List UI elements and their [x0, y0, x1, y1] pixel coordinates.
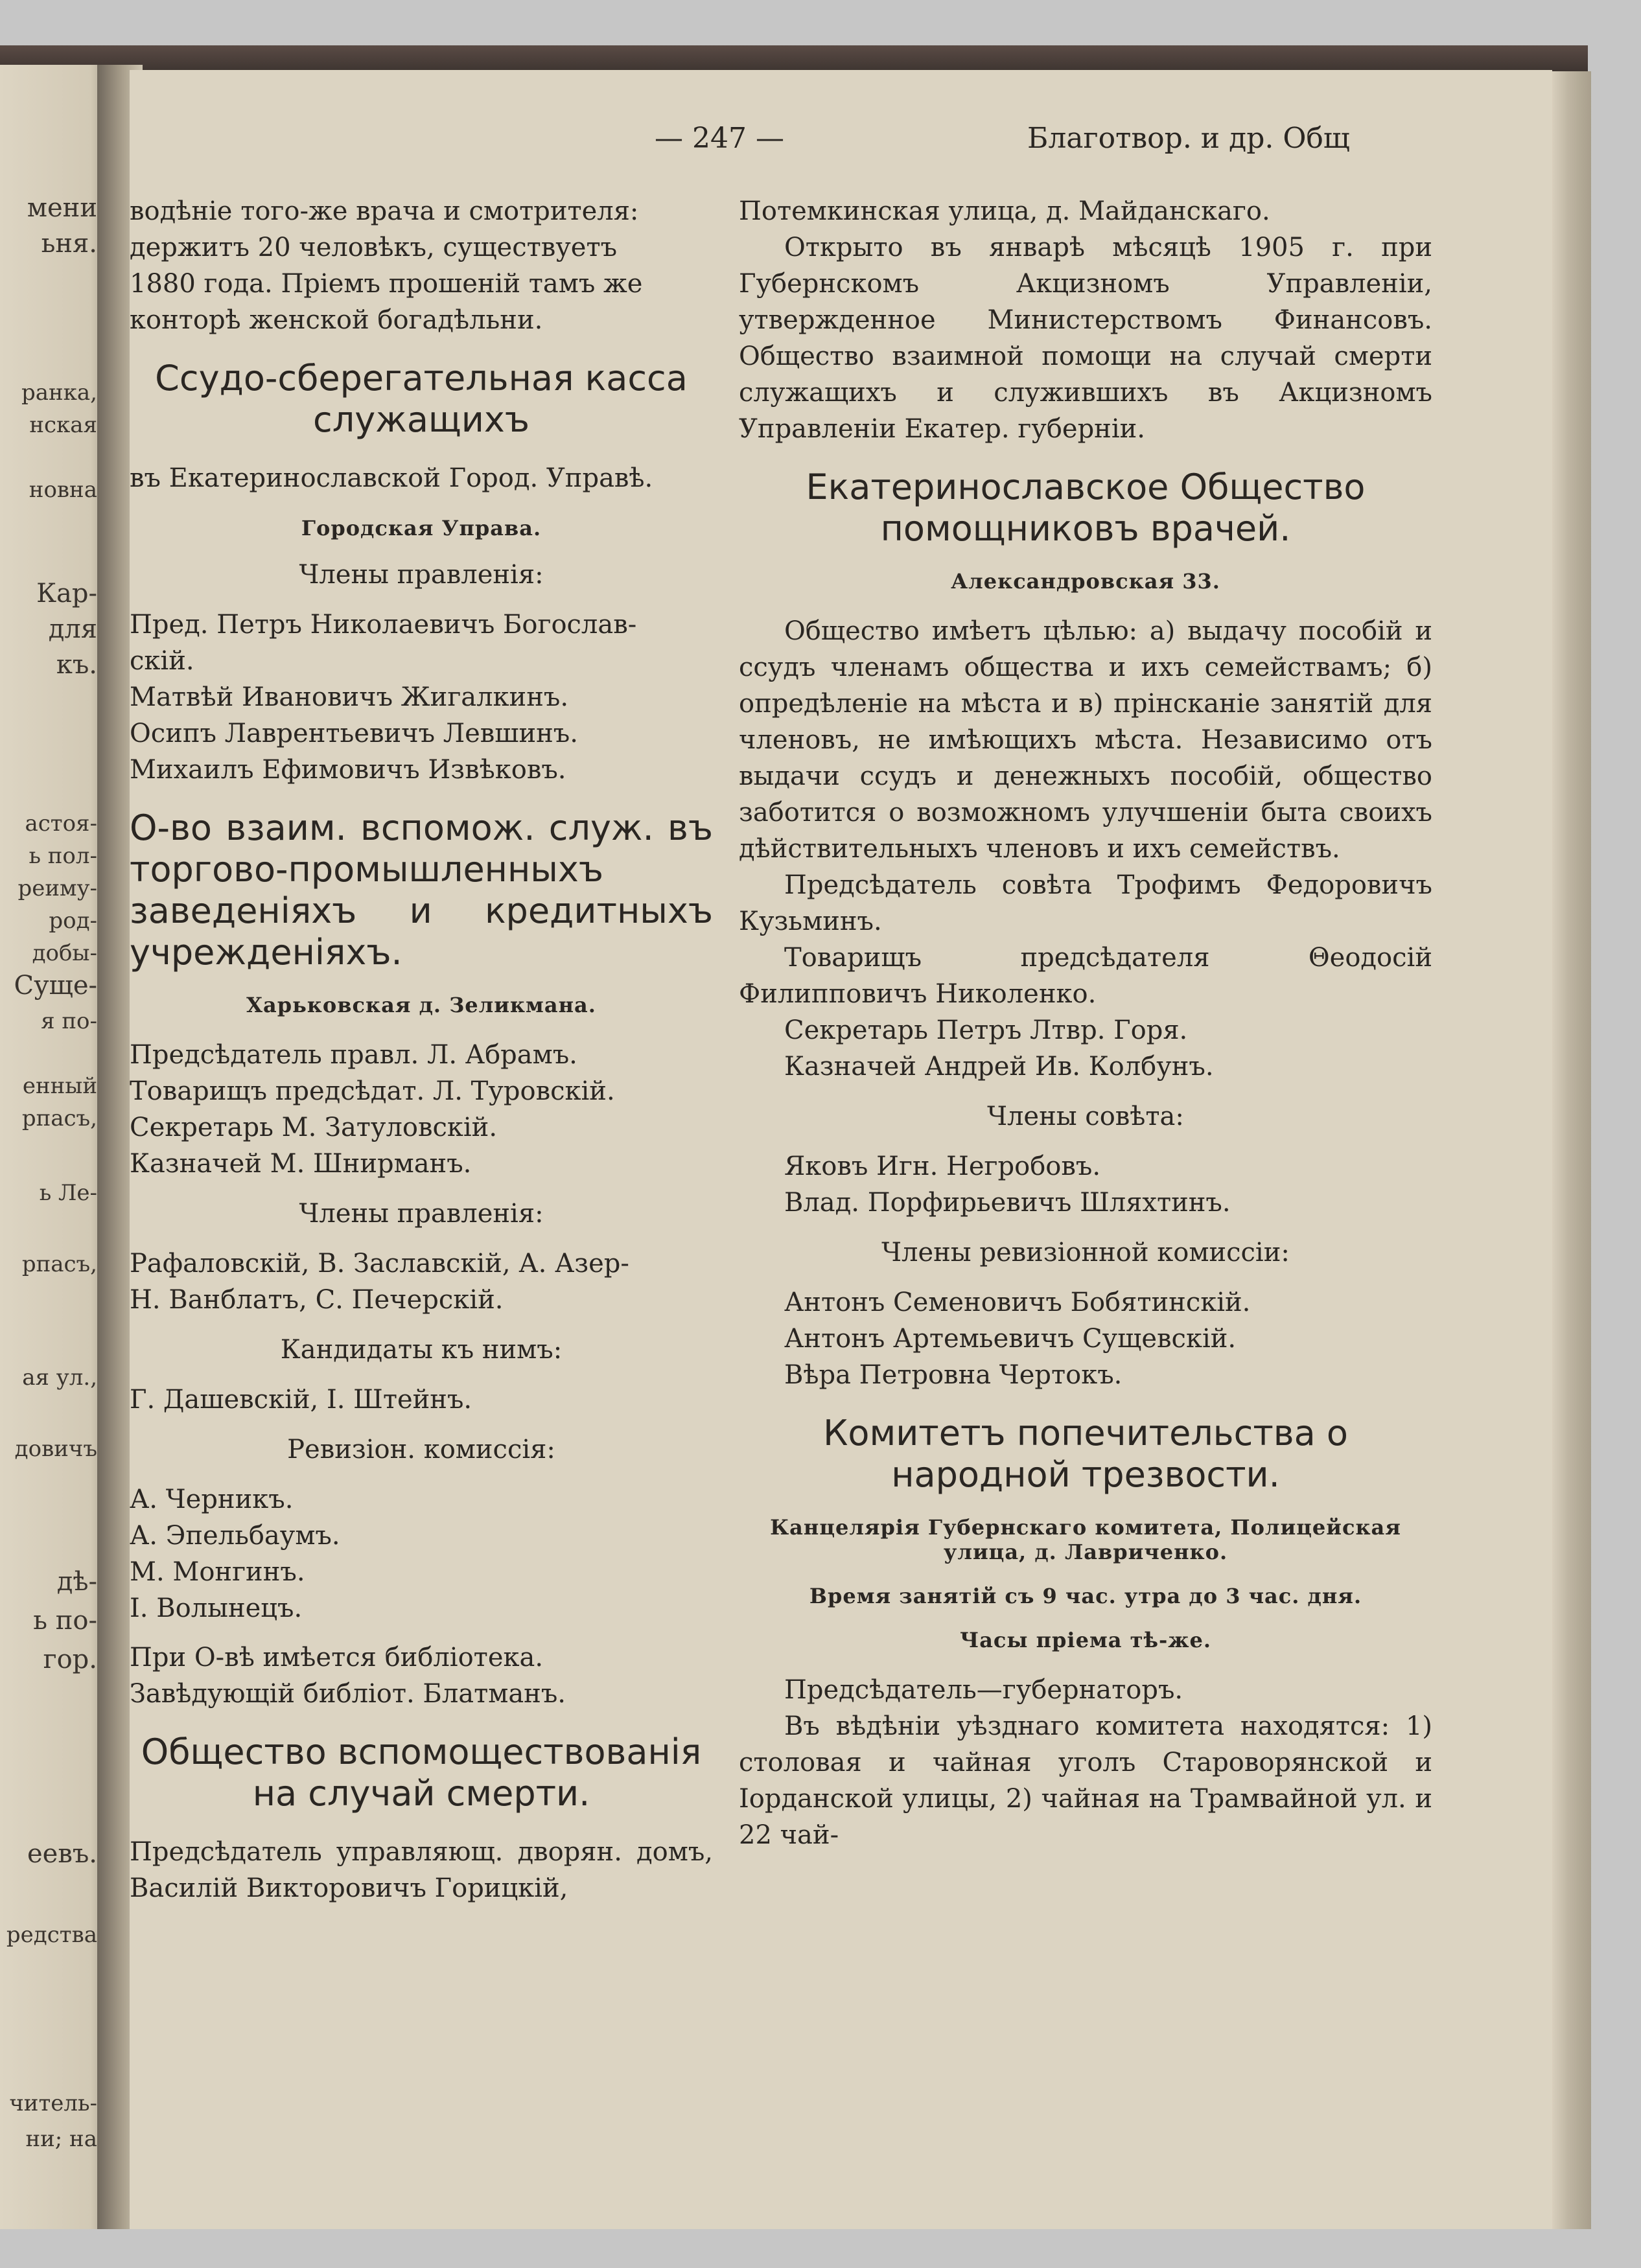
margin-fragment: мени: [27, 193, 97, 223]
paragraph: Общество имѣетъ цѣлью: а) выдачу пособій и ссудъ членамъ общества и ихъ семействамъ; б) опредѣленіе на мѣста и в) прінсканіе занятій для членовъ, не имѣющихъ мѣста. Независимо отъ выдачи ссудъ и денежныхъ пособій, общество заботится о возможномъ улучшеніи быта своихъ дѣйствительныхъ членовъ и ихъ семействъ.: [739, 616, 1432, 864]
council-label: Члены совѣта:: [987, 1102, 1184, 1131]
paragraph: Открыто въ январѣ мѣсяцѣ 1905 г. при Губернскомъ Акцизномъ Управленіи, утвержденное Министерствомъ Финансовъ. Общество взаимной помощи на случай смерти служащихъ и служившихъ въ Акцизномъ Управленіи Екатер. губерніи.: [739, 233, 1432, 444]
text-line: держитъ 20 человѣкъ, существуетъ: [130, 233, 618, 262]
margin-fragment: ь по-: [33, 1606, 97, 1636]
margin-fragment: нская: [29, 412, 97, 438]
audit-line: Вѣра Петровна Чертокъ.: [784, 1360, 1123, 1390]
officer-line: Предсѣдатель правл. Л. Абрамъ.: [130, 1040, 577, 1070]
margin-fragment: рпасъ,: [21, 1105, 97, 1131]
audit-label: Ревизіон. комиссія:: [287, 1435, 555, 1464]
board-label: Члены правленія:: [299, 560, 544, 590]
address: Городская Управа.: [301, 516, 542, 540]
margin-fragment: дѣ-: [56, 1567, 97, 1597]
margin-fragment: гор.: [43, 1645, 97, 1674]
text-line: водѣніе того-же врача и смотрителя:: [130, 196, 639, 226]
board-label: Члены правленія:: [299, 1199, 544, 1229]
margin-fragment: Суще-: [14, 971, 97, 1001]
member-line: Пред. Петръ Николаевичъ Богослав-: [130, 610, 637, 640]
library-line: При О-вѣ имѣется библіотека.: [130, 1643, 544, 1672]
member-line: Матвѣй Ивановичъ Жигалкинъ.: [130, 682, 569, 712]
book-right-edge: [1552, 71, 1591, 2229]
margin-fragment: довичъ: [14, 1436, 97, 1462]
text-line: конторѣ женской богадѣльни.: [130, 305, 543, 335]
member-line: Михаилъ Ефимовичъ Извѣковъ.: [130, 755, 566, 785]
address: Харьковская д. Зеликмана.: [246, 993, 596, 1017]
audit-line: І. Волынецъ.: [130, 1593, 303, 1623]
audit-line: Антонъ Артемьевичъ Сущевскій.: [784, 1324, 1237, 1354]
audit-label: Члены ревизіонной комиссіи:: [881, 1238, 1290, 1267]
text-line: 1880 года. Пріемъ прошеній тамъ же: [130, 269, 643, 299]
margin-fragment: ранка,: [21, 380, 97, 406]
chair-line: Предсѣдатель—губернаторъ.: [784, 1675, 1183, 1705]
member-line: Рафаловскій, В. Заславскій, А. Азер-: [130, 1249, 629, 1279]
right-column: [739, 193, 1432, 1853]
margin-fragment: астоя-: [25, 811, 97, 837]
audit-line: Антонъ Семеновичъ Бобятинскій.: [784, 1288, 1251, 1317]
member-line: Н. Ванблатъ, С. Печерскій.: [130, 1285, 504, 1315]
candidates-label: Кандидаты къ нимъ:: [280, 1335, 563, 1365]
audit-line: А. Эпельбаумъ.: [130, 1521, 340, 1551]
audit-line: М. Монгинъ.: [130, 1557, 305, 1587]
margin-fragment: еевъ.: [27, 1839, 97, 1869]
paragraph: Въ вѣдѣніи уѣзднаго комитета находятся: 1) столовая и чайная уголъ Староворянской и Іорданской улицы, 2) чайная на Трамвайной ул. и 22 чай-: [739, 1711, 1432, 1850]
left-column: [130, 193, 713, 1906]
page-number: — 247 —: [655, 122, 784, 155]
audit-line: А. Черникъ.: [130, 1485, 294, 1514]
running-header: Благотвор. и др. Общ: [1027, 122, 1350, 155]
hours: Время занятій съ 9 час. утра до 3 час. дня.: [809, 1584, 1362, 1608]
margin-fragment: ь пол-: [29, 843, 97, 869]
margin-fragment: къ.: [56, 650, 97, 680]
margin-fragment: я по-: [41, 1008, 97, 1034]
officer-line: Товарищъ предсѣдателя Θеодосій Филипповичъ Николенко.: [739, 943, 1432, 1009]
book-top-edge: [0, 45, 1588, 71]
margin-fragment: ь Ле-: [39, 1180, 97, 1206]
margin-fragment: рпасъ,: [21, 1251, 97, 1277]
margin-fragment: добы-: [32, 940, 97, 966]
officer-line: Секретарь Петръ Лтвр. Горя.: [784, 1015, 1188, 1045]
address: Александровская 33.: [951, 569, 1220, 594]
member-line: Яковъ Игн. Негробовъ.: [784, 1151, 1101, 1181]
margin-fragment: для: [48, 614, 97, 644]
margin-fragment: ьня.: [41, 229, 97, 259]
officer-line: Секретарь М. Затуловскій.: [130, 1113, 498, 1142]
margin-fragment: ни; на: [25, 2126, 97, 2152]
reception-hours: Часы пріема тѣ-же.: [959, 1628, 1212, 1652]
officer-line: Казначей М. Шнирманъ.: [130, 1149, 472, 1179]
address: Канцелярія Губернскаго комитета, Полицейская улица, д. Лавриченко.: [770, 1515, 1401, 1564]
margin-fragment: род-: [49, 908, 97, 934]
library-line: Завѣдующій библіот. Блатманъ.: [130, 1679, 566, 1709]
officer-line: Товарищъ предсѣдат. Л. Туровскій.: [130, 1076, 615, 1106]
section-title: Ссудо-сберегательная касса служащихъ: [155, 358, 688, 440]
margin-fragment: ая ул.,: [22, 1365, 97, 1391]
margin-fragment: читель-: [9, 2090, 97, 2116]
section-title: Комитетъ попечительства о народной трезвости.: [823, 1413, 1348, 1495]
candidates-line: Г. Дашевскій, І. Штейнъ.: [130, 1385, 472, 1415]
margin-fragment: редства: [6, 1922, 97, 1948]
section-title: О-во взаим. вспомож. служ. въ торгово-промышленныхъ заведеніяхъ и кредитныхъ учрежденіяхъ.: [130, 807, 713, 973]
paragraph: Потемкинская улица, д. Майданскаго.: [739, 196, 1270, 226]
margin-fragment: новна: [29, 477, 97, 503]
member-line: Осипъ Лаврентьевичъ Левшинъ.: [130, 719, 578, 748]
section-title: Екатеринославское Общество помощниковъ врачей.: [806, 467, 1366, 549]
margin-fragment: Кар-: [36, 579, 97, 608]
member-line: скій.: [130, 646, 194, 676]
member-line: Влад. Порфирьевичъ Шляхтинъ.: [784, 1188, 1231, 1218]
officer-line: Казначей Андрей Ив. Колбунъ.: [784, 1052, 1214, 1082]
margin-fragment: енный: [22, 1073, 97, 1099]
subtitle: въ Екатеринославской Город. Управѣ.: [130, 463, 653, 493]
paragraph: Предсѣдатель управляющ. дворян. домъ, Василій Викторовичъ Горицкій,: [130, 1837, 713, 1903]
book-page: [130, 70, 1552, 2229]
officer-line: Предсѣдатель совѣта Трофимъ Федоровичъ Кузьминъ.: [739, 870, 1432, 936]
margin-fragment: реиму-: [17, 875, 97, 901]
section-title: Общество вспомоществованія на случай смерти.: [141, 1731, 702, 1814]
